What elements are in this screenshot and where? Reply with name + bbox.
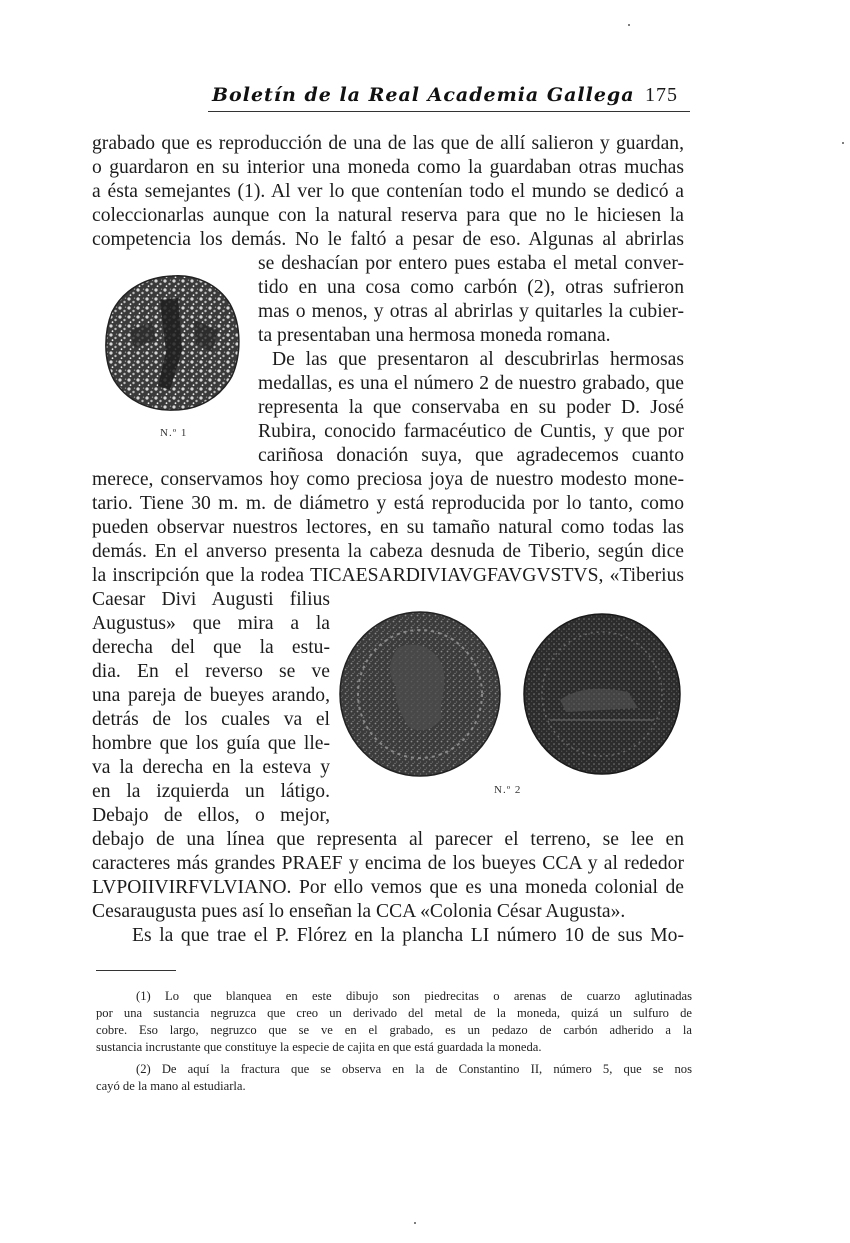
footnote-line: (1) Lo que blanquea en este dibujo son piedrecitas o arenas de cuarzo aglutinadas	[136, 989, 692, 1003]
coin-reverse	[524, 614, 680, 774]
text-line: detrás de los cuales va el	[92, 709, 330, 730]
text-line: grabado que es reproducción de una de las que de allí salieron y guardan,	[92, 133, 684, 154]
text-line: derecha del que la estu-	[92, 637, 330, 658]
text-line: debajo de una línea que representa al parecer el terreno, se lee en	[92, 829, 684, 850]
text-line: Debajo de ellos, o mejor,	[92, 805, 330, 826]
scan-speck	[842, 142, 844, 144]
text-line: medallas, es una el número 2 de nuestro grabado, que	[258, 373, 684, 394]
text-line: Es la que trae el P. Flórez en la plancha LI número 10 de sus Mo-	[132, 925, 684, 946]
scan-speck	[414, 1222, 416, 1224]
text-line: LVPOIIVIRFVLVIANO. Por ello vemos que es una moneda colonial de	[92, 877, 684, 898]
footnote-line: por una sustancia negruzca que creo un derivado del metal de la moneda, quizá un sulfuro de	[96, 1006, 692, 1020]
text-line: caracteres más grandes PRAEF y encima de los bueyes CCA y al rededor	[92, 853, 684, 874]
text-line: va la derecha en la esteva y	[92, 757, 330, 778]
footnote-rule	[96, 970, 176, 971]
text-line: o guardaron en su interior una moneda como la guardaban otras muchas	[92, 157, 684, 178]
text-line: coleccionarlas aunque con la natural reserva para que no le hiciesen la	[92, 205, 684, 226]
text-line: hombre que los guía que lle-	[92, 733, 330, 754]
text-line: demás. En el anverso presenta la cabeza desnuda de Tiberio, según dice	[92, 541, 684, 562]
coin-obverse	[340, 612, 500, 776]
coin-figure-2	[338, 608, 684, 784]
text-line: representa la que conservaba en su poder D. José	[258, 397, 684, 418]
figure-2-caption: N.º 2	[494, 784, 522, 796]
footnote-line: (2) De aquí la fractura que se observa en la de Constantino II, número 5, que se nos	[136, 1062, 692, 1076]
text-line: la inscripción que la rodea TICAESARDIVIAVGFAVGVSTVS, «Tiberius	[92, 565, 684, 586]
text-line: De las que presentaron al descubrirlas hermosas	[272, 349, 684, 370]
footnote-line: sustancia incrustante que constituye la especie de cajita en que está guardada la moneda.	[96, 1040, 542, 1054]
text-line: mas o menos, y otras al abrirlas y quitarles la cubier-	[258, 301, 684, 322]
footnote-line: cayó de la mano al estudiarla.	[96, 1079, 246, 1093]
text-line: una pareja de bueyes arando,	[92, 685, 330, 706]
scan-speck	[628, 24, 630, 26]
text-line: a ésta semejantes (1). Al ver lo que contenían todo el mundo se dedicó a	[92, 181, 684, 202]
text-line: tario. Tiene 30 m. m. de diámetro y está reproducida por lo tanto, como	[92, 493, 684, 514]
text-line: Augustus» que mira a la	[92, 613, 330, 634]
text-line: tido en una cosa como carbón (2), otras sufrieron	[258, 277, 684, 298]
journal-title: Boletín de la Real Academia Gallega	[212, 84, 635, 106]
text-line: en la izquierda un látigo.	[92, 781, 330, 802]
text-line: merece, conservamos hoy como preciosa joya de nuestro modesto mone-	[92, 469, 684, 490]
text-line: cariñosa donación suya, que agradecemos cuanto	[258, 445, 684, 466]
footnote-line: cobre. Eso largo, negruzco que se ve en el grabado, es un pedazo de carbón adherido a la	[96, 1023, 692, 1037]
text-line: pueden observar nuestros lectores, en su tamaño natural como todas las	[92, 517, 684, 538]
text-line: Rubira, conocido farmacéutico de Cuntis, y que por	[258, 421, 684, 442]
page-number: 175	[645, 84, 678, 106]
text-line: Caesar Divi Augusti filius	[92, 589, 330, 610]
text-line: ta presentaban una hermosa moneda romana.	[258, 325, 611, 346]
text-line: se deshacían por entero pues estaba el metal conver-	[258, 253, 684, 274]
header-rule	[208, 111, 690, 112]
figure-1-caption: N.º 1	[160, 427, 188, 439]
running-head	[212, 84, 684, 110]
text-line: dia. En el reverso se ve	[92, 661, 330, 682]
coin-figure-1	[100, 270, 245, 415]
text-line: competencia los demás. No le faltó a pesar de eso. Algunas al abrirlas	[92, 229, 684, 250]
text-line: Cesaraugusta pues así lo enseñan la CCA «Colonia César Augusta».	[92, 901, 626, 922]
